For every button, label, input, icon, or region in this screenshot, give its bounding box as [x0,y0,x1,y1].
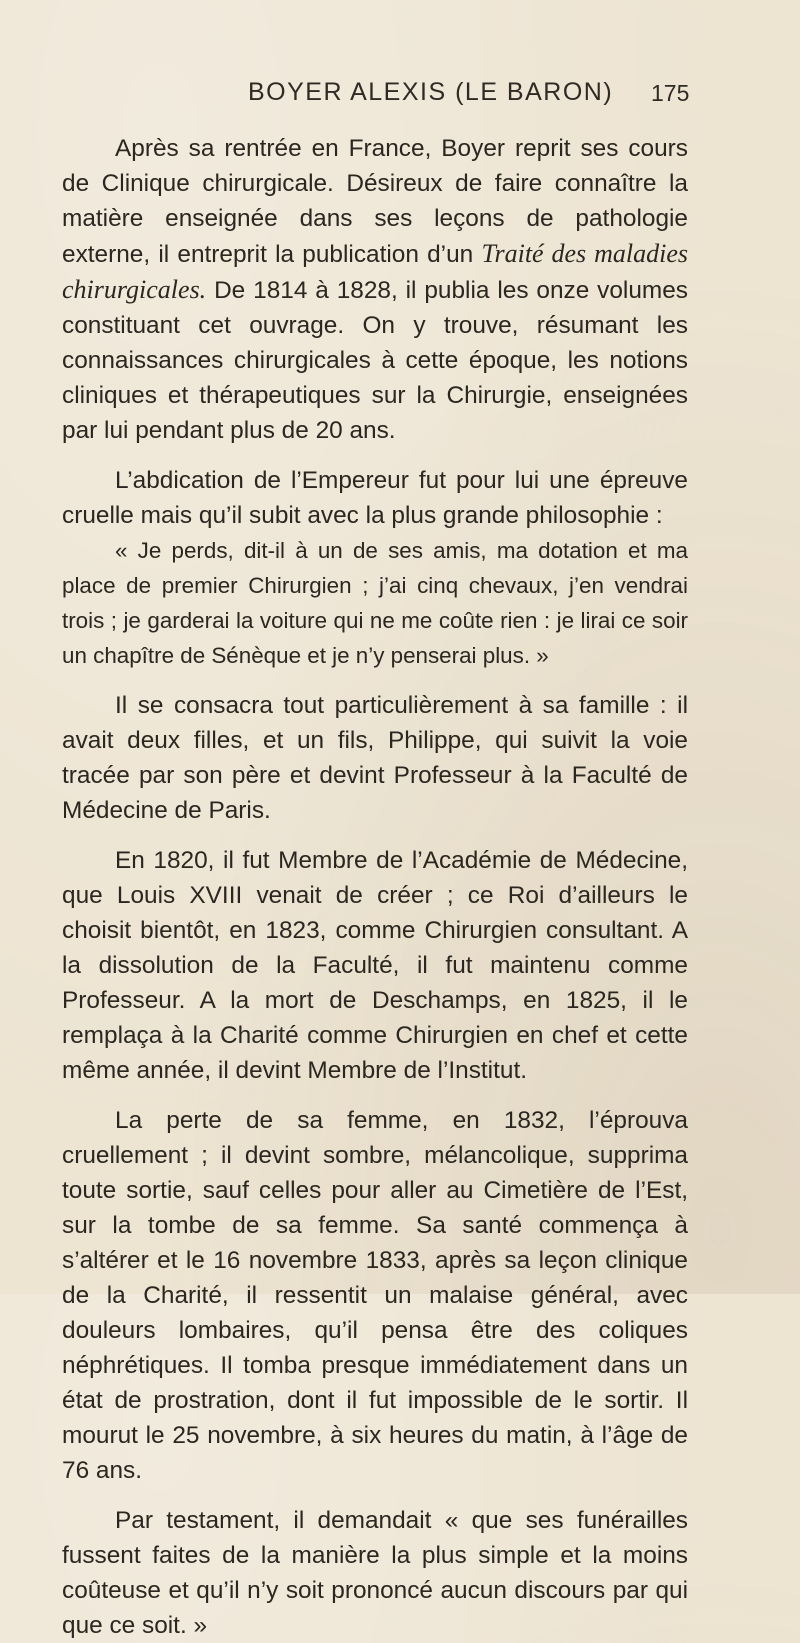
paragraph-4: Il se consacra tout particulièrement à sa famille : il avait deux filles, et un fils, Philippe, qui suivit la voie tracée par son père et devint Professeur à la Faculté de Médecine de Paris. [62,692,688,824]
paragraph-6: La perte de sa femme, en 1832, l’éprouva cruellement ; il devint sombre, mélancolique, supprima toute sortie, sauf celles pour aller au Cimetière de l’Est, sur la tombe de sa femme. Sa santé commença à s’altérer et le 16 novembre 1833, après sa leçon clinique de la Charité, il ressentit un malaise général, avec douleurs lombaires, qu’il pensa être des coliques néphrétiques. Il tomba presque immédiatement dans un état de prostration, dont il fut impossible de le sortir. Il mourut le 25 novembre, à six heures du matin, à l’âge de 76 ans. [62,1107,688,1484]
paragraph-5: En 1820, il fut Membre de l’Académie de Médecine, que Louis XVIII venait de créer ; ce Roi d’ailleurs le choisit bientôt, en 1823, comme Chirurgien consultant. A la dissolution de la Faculté, il fut maintenu comme Professeur. A la mort de Deschamps, en 1825, il le remplaça à la Charité comme Chirurgien en chef et cette même année, il devint Membre de l’Institut. [62,847,688,1084]
body-text [62,131,688,1643]
paragraph-1-text-b: De 1814 à 1828, il publia les onze volumes constituant cet ouvrage. On y trouve, résumant les connaissances chirurgicales à cette époque, les notions cliniques et thérapeutiques sur la Chirurgie, enseignées par lui pendant plus de 20 ans. [62,277,688,444]
quotation-paragraph: « Je perds, dit-il à un de ses amis, ma dotation et ma place de premier Chirurgien ; j’ai cinq chevaux, j’en vendrai trois ; je garderai la voiture qui ne me coûte rien : je lirai ce soir un chapître de Sénèque et je n’y penserai plus. » [62,538,688,668]
book-title: Traité des maladies chirurgicales. [62,239,688,304]
page-number: 175 [651,80,690,106]
paragraph-1-text-a: Après sa rentrée en France, Boyer reprit ses cours de Clinique chirurgicale. Désireux de faire connaître la matière enseignée dans ses leçons de pathologie externe, il entreprit la publication d’un [62,135,688,268]
paragraph-7: Par testament, il demandait « que ses funérailles fussent faites de la manière la plus simple et la moins coûteuse et qu’il n’y soit prononcé aucun discours par qui que ce soit. » [62,1507,688,1639]
paragraph-1 [62,131,688,448]
running-head: BOYER ALEXIS (LE BARON) [248,78,614,106]
paragraph-2: L’abdication de l’Empereur fut pour lui une épreuve cruelle mais qu’il subit avec la plus grande philosophie : [62,467,688,529]
